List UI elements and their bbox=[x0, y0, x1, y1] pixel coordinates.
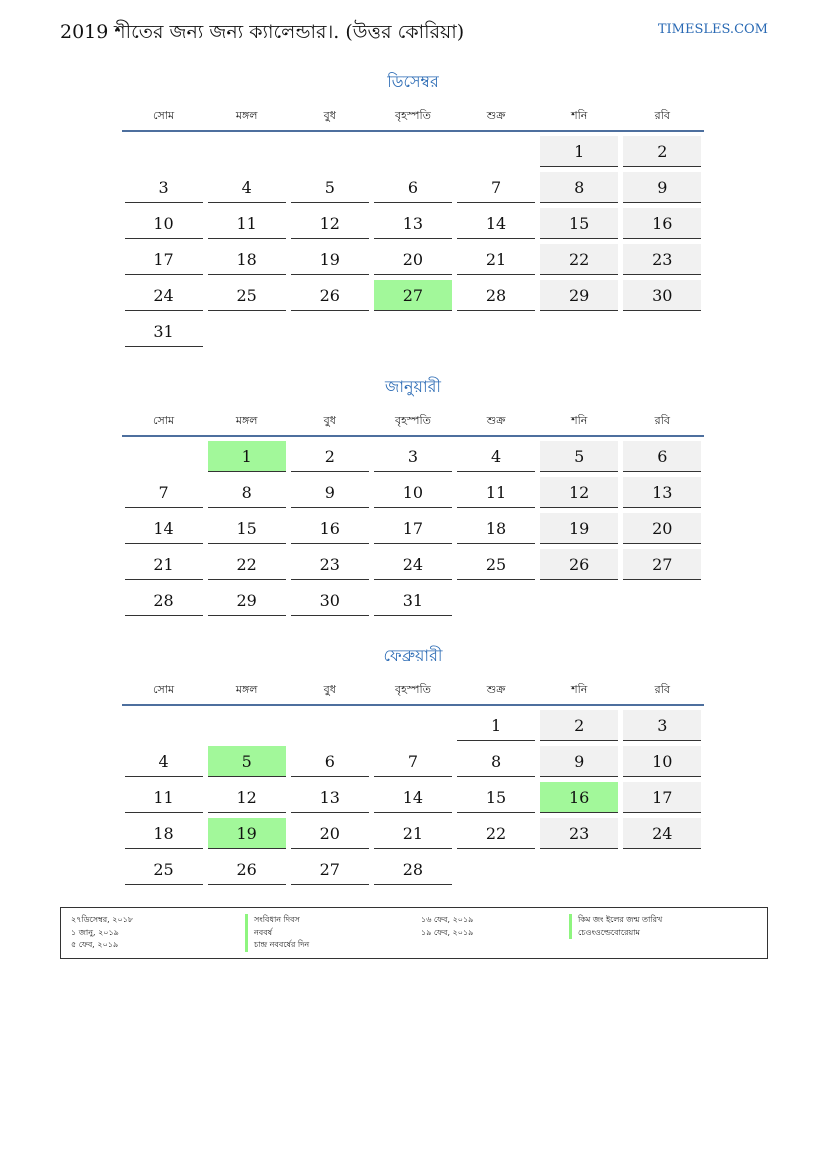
holiday-day-cell: 1 bbox=[208, 441, 286, 472]
day-cell: 24 bbox=[125, 280, 203, 311]
legend-holiday-name: চান্দ্র নববর্ষের দিন bbox=[245, 939, 309, 952]
week-row bbox=[122, 136, 704, 172]
empty-cell bbox=[457, 136, 535, 167]
week-row bbox=[122, 549, 704, 585]
day-cell: 1 bbox=[457, 710, 535, 741]
weekday-label: বৃহস্পতি bbox=[394, 109, 431, 122]
weekday-label: শনি bbox=[571, 414, 588, 427]
day-cell: 28 bbox=[125, 585, 203, 616]
day-cell: 24 bbox=[623, 818, 701, 849]
day-cell: 22 bbox=[457, 818, 535, 849]
day-cell: 27 bbox=[291, 854, 369, 885]
empty-cell bbox=[208, 710, 286, 741]
legend-dates-right bbox=[421, 914, 473, 939]
empty-cell bbox=[125, 441, 203, 472]
day-cell: 12 bbox=[208, 782, 286, 813]
holiday-day-cell: 27 bbox=[374, 280, 452, 311]
empty-cell bbox=[457, 585, 535, 616]
empty-cell bbox=[374, 710, 452, 741]
day-cell: 31 bbox=[374, 585, 452, 616]
day-cell: 3 bbox=[374, 441, 452, 472]
empty-cell bbox=[291, 136, 369, 167]
day-cell: 15 bbox=[457, 782, 535, 813]
day-cell: 15 bbox=[540, 208, 618, 239]
day-cell: 8 bbox=[540, 172, 618, 203]
empty-cell bbox=[540, 854, 618, 885]
day-cell: 3 bbox=[623, 710, 701, 741]
legend-holiday-name: কিম জং ইলের জন্ম তারিখ bbox=[569, 914, 662, 927]
week-row bbox=[122, 477, 704, 513]
day-cell: 16 bbox=[291, 513, 369, 544]
month-grid bbox=[122, 437, 704, 621]
month-february bbox=[122, 644, 704, 890]
day-cell: 25 bbox=[208, 280, 286, 311]
day-cell: 14 bbox=[125, 513, 203, 544]
holiday-day-cell: 16 bbox=[540, 782, 618, 813]
empty-cell bbox=[457, 316, 535, 347]
empty-cell bbox=[125, 136, 203, 167]
day-cell: 17 bbox=[125, 244, 203, 275]
weekday-header bbox=[122, 680, 704, 706]
weekday-label: রবি bbox=[654, 414, 670, 427]
weekday-label: শুক্র bbox=[486, 414, 506, 427]
day-cell: 20 bbox=[291, 818, 369, 849]
week-row bbox=[122, 441, 704, 477]
week-row bbox=[122, 782, 704, 818]
day-cell: 26 bbox=[540, 549, 618, 580]
week-row bbox=[122, 244, 704, 280]
week-row bbox=[122, 585, 704, 621]
empty-cell bbox=[208, 136, 286, 167]
empty-cell bbox=[623, 854, 701, 885]
week-row bbox=[122, 854, 704, 890]
day-cell: 2 bbox=[291, 441, 369, 472]
day-cell: 8 bbox=[457, 746, 535, 777]
day-cell: 12 bbox=[540, 477, 618, 508]
weekday-label: শনি bbox=[571, 683, 588, 696]
legend-dates-left bbox=[71, 914, 133, 952]
day-cell: 9 bbox=[291, 477, 369, 508]
legend-names-right bbox=[569, 914, 662, 939]
day-cell: 10 bbox=[623, 746, 701, 777]
day-cell: 24 bbox=[374, 549, 452, 580]
empty-cell bbox=[374, 316, 452, 347]
week-row bbox=[122, 208, 704, 244]
day-cell: 11 bbox=[457, 477, 535, 508]
weekday-label: রবি bbox=[654, 109, 670, 122]
day-cell: 23 bbox=[623, 244, 701, 275]
day-cell: 7 bbox=[374, 746, 452, 777]
weekday-label: রবি bbox=[654, 683, 670, 696]
week-row bbox=[122, 818, 704, 854]
day-cell: 19 bbox=[291, 244, 369, 275]
day-cell: 9 bbox=[540, 746, 618, 777]
weekday-label: মঙ্গল bbox=[235, 683, 258, 696]
day-cell: 19 bbox=[540, 513, 618, 544]
week-row bbox=[122, 316, 704, 352]
legend-date: ৫ ফেব, ২০১৯ bbox=[71, 940, 119, 949]
weekday-label: বুধ bbox=[323, 109, 336, 122]
day-cell: 21 bbox=[374, 818, 452, 849]
month-grid bbox=[122, 132, 704, 352]
holiday-day-cell: 5 bbox=[208, 746, 286, 777]
day-cell: 15 bbox=[208, 513, 286, 544]
day-cell: 2 bbox=[540, 710, 618, 741]
weekday-header bbox=[122, 106, 704, 132]
day-cell: 6 bbox=[374, 172, 452, 203]
day-cell: 4 bbox=[208, 172, 286, 203]
month-title: ডিসেম্বর bbox=[387, 72, 439, 91]
day-cell: 14 bbox=[374, 782, 452, 813]
day-cell: 12 bbox=[291, 208, 369, 239]
empty-cell bbox=[291, 316, 369, 347]
day-cell: 5 bbox=[540, 441, 618, 472]
day-cell: 8 bbox=[208, 477, 286, 508]
legend-holiday-name: চেওংওল্ডেবোরেয়াম bbox=[569, 927, 662, 940]
week-row bbox=[122, 746, 704, 782]
legend-holiday-name: নববর্ষ bbox=[245, 927, 309, 940]
day-cell: 31 bbox=[125, 316, 203, 347]
month-grid bbox=[122, 706, 704, 890]
day-cell: 28 bbox=[457, 280, 535, 311]
day-cell: 6 bbox=[623, 441, 701, 472]
day-cell: 9 bbox=[623, 172, 701, 203]
month-january bbox=[122, 375, 704, 621]
day-cell: 10 bbox=[125, 208, 203, 239]
weekday-label: শুক্র bbox=[486, 683, 506, 696]
weekday-label: বৃহস্পতি bbox=[394, 683, 431, 696]
day-cell: 18 bbox=[457, 513, 535, 544]
day-cell: 17 bbox=[623, 782, 701, 813]
empty-cell bbox=[208, 316, 286, 347]
day-cell: 23 bbox=[540, 818, 618, 849]
day-cell: 13 bbox=[291, 782, 369, 813]
day-cell: 14 bbox=[457, 208, 535, 239]
day-cell: 13 bbox=[374, 208, 452, 239]
weekday-label: বুধ bbox=[323, 414, 336, 427]
legend-date: ২৭ডিসেম্বর, ২০১৮ bbox=[71, 915, 134, 924]
empty-cell bbox=[540, 585, 618, 616]
page-title: 2019 শীতের জন্য জন্য ক্যালেন্ডার।. (উত্তর কোরিয়া) bbox=[60, 21, 465, 43]
empty-cell bbox=[374, 136, 452, 167]
weekday-label: বৃহস্পতি bbox=[394, 414, 431, 427]
day-cell: 17 bbox=[374, 513, 452, 544]
day-cell: 13 bbox=[623, 477, 701, 508]
weekday-header bbox=[122, 411, 704, 437]
day-cell: 22 bbox=[540, 244, 618, 275]
week-row bbox=[122, 280, 704, 316]
holiday-legend bbox=[60, 907, 768, 959]
day-cell: 22 bbox=[208, 549, 286, 580]
day-cell: 20 bbox=[623, 513, 701, 544]
empty-cell bbox=[291, 710, 369, 741]
day-cell: 3 bbox=[125, 172, 203, 203]
day-cell: 29 bbox=[208, 585, 286, 616]
week-row bbox=[122, 513, 704, 549]
empty-cell bbox=[540, 316, 618, 347]
empty-cell bbox=[623, 316, 701, 347]
day-cell: 25 bbox=[125, 854, 203, 885]
day-cell: 7 bbox=[457, 172, 535, 203]
weekday-label: মঙ্গল bbox=[235, 109, 258, 122]
day-cell: 29 bbox=[540, 280, 618, 311]
day-cell: 25 bbox=[457, 549, 535, 580]
week-row bbox=[122, 710, 704, 746]
week-row bbox=[122, 172, 704, 208]
month-december bbox=[122, 70, 704, 352]
month-title: ফেব্রুয়ারী bbox=[383, 646, 443, 665]
day-cell: 23 bbox=[291, 549, 369, 580]
day-cell: 21 bbox=[125, 549, 203, 580]
day-cell: 30 bbox=[623, 280, 701, 311]
day-cell: 6 bbox=[291, 746, 369, 777]
day-cell: 18 bbox=[208, 244, 286, 275]
legend-date: ১৯ ফেব, ২০১৯ bbox=[421, 927, 474, 937]
day-cell: 27 bbox=[623, 549, 701, 580]
day-cell: 30 bbox=[291, 585, 369, 616]
day-cell: 18 bbox=[125, 818, 203, 849]
legend-names-left bbox=[245, 914, 309, 952]
day-cell: 20 bbox=[374, 244, 452, 275]
day-cell: 7 bbox=[125, 477, 203, 508]
weekday-label: সোম bbox=[153, 109, 175, 122]
day-cell: 4 bbox=[457, 441, 535, 472]
empty-cell bbox=[623, 585, 701, 616]
day-cell: 1 bbox=[540, 136, 618, 167]
empty-cell bbox=[457, 854, 535, 885]
day-cell: 28 bbox=[374, 854, 452, 885]
legend-holiday-name: সংবিধান দিবস bbox=[245, 914, 309, 927]
day-cell: 26 bbox=[291, 280, 369, 311]
day-cell: 16 bbox=[623, 208, 701, 239]
legend-date: ১৬ ফেব, ২০১৯ bbox=[421, 915, 474, 924]
weekday-label: শুক্র bbox=[486, 109, 506, 122]
legend-date: ১ জানু, ২০১৯ bbox=[71, 927, 119, 937]
day-cell: 11 bbox=[125, 782, 203, 813]
brand-link[interactable]: TIMESLES.COM bbox=[657, 22, 768, 37]
day-cell: 5 bbox=[291, 172, 369, 203]
weekday-label: বুধ bbox=[323, 683, 336, 696]
empty-cell bbox=[125, 710, 203, 741]
day-cell: 26 bbox=[208, 854, 286, 885]
day-cell: 21 bbox=[457, 244, 535, 275]
weekday-label: শনি bbox=[571, 109, 588, 122]
page-header bbox=[60, 18, 768, 46]
weekday-label: সোম bbox=[153, 414, 175, 427]
day-cell: 10 bbox=[374, 477, 452, 508]
month-title: জানুয়ারী bbox=[385, 377, 441, 396]
weekday-label: মঙ্গল bbox=[235, 414, 258, 427]
day-cell: 4 bbox=[125, 746, 203, 777]
holiday-day-cell: 19 bbox=[208, 818, 286, 849]
weekday-label: সোম bbox=[153, 683, 175, 696]
day-cell: 11 bbox=[208, 208, 286, 239]
day-cell: 2 bbox=[623, 136, 701, 167]
